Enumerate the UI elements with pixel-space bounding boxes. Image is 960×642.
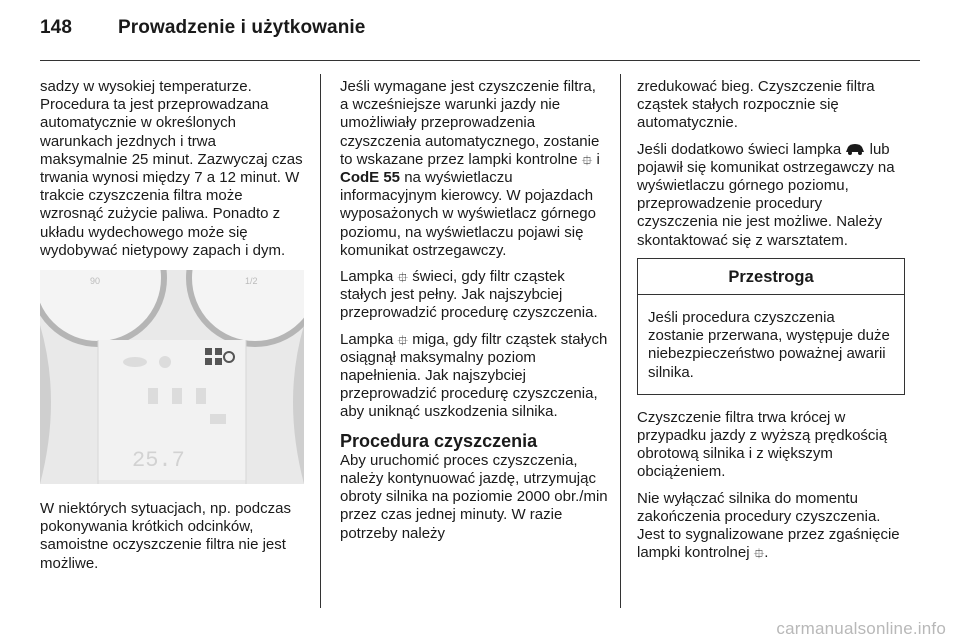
gauge-tick-90: 90 (90, 276, 101, 287)
figure-caption: W niektórych sytuacjach, np. podczas pokonywania krótkich odcinków, samoistne oczyszczenie filtra nie jest możliwe. (40, 500, 291, 572)
column-3 (637, 78, 905, 570)
paragraph-do-not-stop: Nie wyłączać silnika do momentu zakończenia procedury czyszczenia. Jest to sygnalizowane przez zgaśnięcie lampki kontrolnej ⯐. (637, 489, 900, 562)
display-odometer: 25.7 (132, 448, 185, 474)
paragraph-downshift: zredukować bieg. Czyszczenie filtra cząstek stałych rozpocznie się automatycznie. (637, 78, 875, 132)
caution-title: Przestroga (638, 259, 904, 295)
paragraph-service-lamp: Jeśli dodatkowo świeci lampka lub pojawił się komunikat ostrzegawczy na wyświetlaczu górnego poziomu, przeprowadzenie procedury czyszczenia nie jest możliwe. Należy skontaktować się z warsztatem. (637, 140, 895, 249)
page-header (40, 17, 365, 39)
caution-box (637, 258, 905, 395)
car-service-icon (845, 143, 865, 155)
dpf-warning-icon: ⯐ (397, 269, 409, 286)
paragraph-lamp-flashing: Lampka ⯐ miga, gdy filtr cząstek stałych osiągnął maksymalny poziom napełnienia. Jak najszybciej przeprowadzić procedurę czyszczenia, aby uniknąć uszkodzenia silnika. (340, 330, 608, 421)
page-title: Prowadzenie i użytkowanie (118, 17, 366, 38)
caution-body: Jeśli procedura czyszczenia zostanie przerwana, występuje duże niebezpieczeństwo poważnej awarii silnika. (648, 309, 890, 381)
column-divider-1 (320, 74, 321, 608)
dpf-warning-icon: ⯐ (397, 331, 409, 348)
column-divider-2 (620, 74, 621, 608)
section-heading: Procedura czyszczenia (340, 430, 538, 451)
dpf-warning-icon: ⯐ (581, 151, 593, 168)
header-rule (40, 60, 920, 61)
paragraph-intro: sadzy w wysokiej temperaturze. Procedura ta jest przeprowadzana automatycznie w określonych warunkach jezdnych i trwa maksymalnie 25 minut. Zazwyczaj czas trwania wynosi między 7 a 12 minut. W trakcie czyszczenia filtra może wzrosnąć zużycie paliwa. Ponadto z układu wydechowego może się wydobywać nietypowy zapach i dym. (40, 78, 303, 259)
page-number: 148 (40, 17, 73, 38)
dpf-warning-icon: ⯐ (753, 545, 765, 562)
paragraph-required-cleaning: Jeśli wymagane jest czyszczenie filtra, a wcześniejsze warunki jazdy nie umożliwiały przeprowadzenia czyszczenia automatycznego, zostanie to wskazane przez lampki kontrolne ⯐ i CodE 55 na wyświetlaczu informacyjnym kierowcy. W pojazdach wyposażonych w wyświetlacz górnego poziomu, na wyświetlaczu pojawi się komunikat ostrzegawczy. (340, 78, 600, 259)
code-label: CodE 55 (340, 169, 401, 187)
paragraph-duration: Czyszczenie filtra trwa krócej w przypadku jazdy z wyższą prędkością obrotową silnika i z większym obciążeniem. (637, 408, 888, 481)
dashboard-photo (40, 270, 304, 484)
paragraph-procedure: Aby uruchomić proces czyszczenia, należy kontynuować jazdę, utrzymując obroty silnika na poziomie 2000 obr./min przez czas jednej minuty. W razie potrzeby należy (340, 451, 608, 542)
paragraph-lamp-on: Lampka ⯐ świeci, gdy filtr cząstek stałych jest pełny. Jak najszybciej przeprowadzić procedurę czyszczenia. (340, 268, 598, 322)
gauge-tick-half: 1/2 (245, 276, 258, 287)
column-1 (40, 78, 306, 581)
column-2 (340, 78, 608, 551)
watermark: carmanualsonline.info (776, 619, 946, 638)
